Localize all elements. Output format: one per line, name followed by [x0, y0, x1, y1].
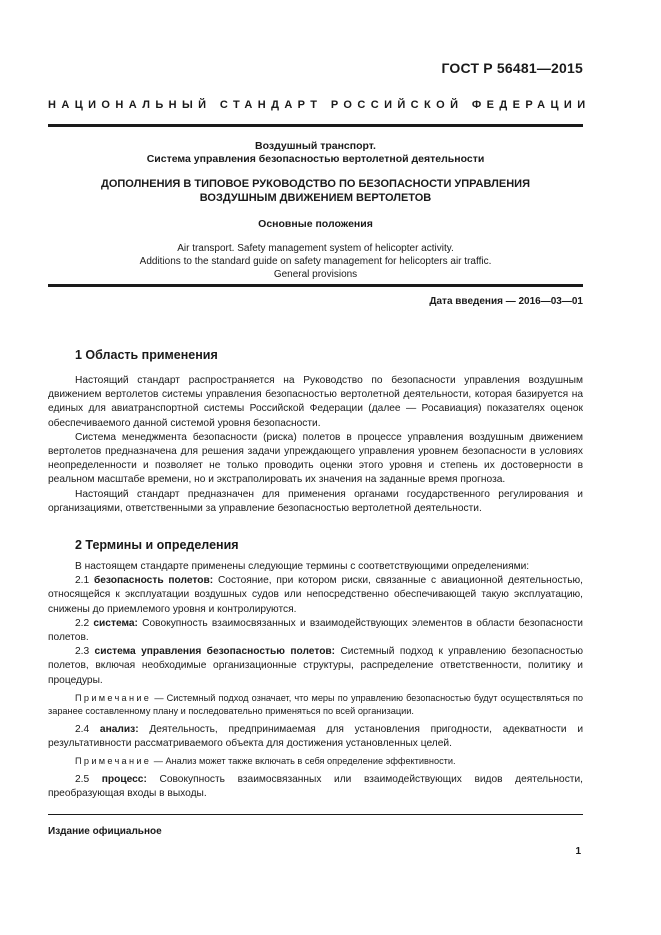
note-label: Примечание	[75, 756, 152, 767]
title-caps-line1: ДОПОЛНЕНИЯ В ТИПОВОЕ РУКОВОДСТВО ПО БЕЗОПАСНОСТИ УПРАВЛЕНИЯ	[101, 178, 530, 190]
date-of-introduction: Дата введения — 2016—03—01	[429, 296, 583, 307]
section1-heading: 1 Область применения	[75, 348, 218, 362]
term-number: 2.3	[75, 646, 95, 658]
title-subtitle: Основные положения	[258, 218, 373, 230]
term-name: процесс:	[101, 773, 147, 785]
term-name: система:	[93, 617, 138, 629]
title-english	[48, 242, 583, 281]
section2-body	[48, 560, 583, 801]
term-name: система управления безопасностью полетов:	[94, 646, 336, 658]
title-caps	[48, 178, 583, 205]
section1-paragraph3: Настоящий стандарт предназначен для применения органами государственного регулирования и организациями, ответственными за управление безопасностью вертолетной деятельности.	[48, 488, 583, 514]
term-name: безопасность полетов:	[93, 575, 214, 587]
term-definition: Системный подход к управлению безопасностью полетов, включая необходимые организационные структуры, распределение ответственности, политику и процедуры.	[48, 646, 583, 686]
term-number: 2.5	[75, 773, 102, 785]
term-name: анализ:	[99, 723, 139, 735]
term-number: 2.1	[75, 575, 94, 587]
term-definition: Деятельность, предпринимаемая для установления пригодности, адекватности и результативности рассматриваемого объекта для достижения установленных целей.	[48, 723, 584, 750]
title-russian	[48, 140, 583, 166]
section2-intro: В настоящем стандарте применены следующие термины с соответствующими определениями:	[75, 561, 530, 572]
term-2-3	[48, 645, 583, 688]
term-definition: Состояние, при котором риски, связанные с авиационной деятельностью, относящейся к эксплуатации воздушных судов или непосредственно обеспечивающей такую эксплуатацию, снижены до приемлемого уровня и контролируются.	[48, 575, 583, 615]
title-caps-line2: ВОЗДУШНЫМ ДВИЖЕНИЕМ ВЕРТОЛЕТОВ	[199, 191, 432, 204]
term-2-2	[48, 617, 583, 645]
term-number: 2.2	[75, 617, 94, 629]
title-en-line1: Air transport. Safety management system of helicopter activity.	[177, 243, 454, 254]
term-2-5	[48, 773, 583, 801]
term-definition: Совокупность взаимосвязанных или взаимодействующих видов деятельности, преобразующая входы в выходы.	[48, 773, 583, 799]
footer-rule	[48, 814, 583, 815]
gost-number: ГОСТ Р 56481—2015	[441, 60, 583, 76]
title-en-line3: General provisions	[273, 269, 358, 280]
term-2-4	[48, 723, 583, 751]
title-en-line2: Additions to the standard guide on safety management for helicopters air traffic.	[139, 256, 492, 267]
top-rule	[48, 124, 583, 127]
national-standard-heading: НАЦИОНАЛЬНЫЙ СТАНДАРТ РОССИЙСКОЙ ФЕДЕРАЦИИ	[48, 99, 591, 111]
title-line1: Воздушный транспорт.	[255, 140, 376, 152]
section2-heading: 2 Термины и определения	[75, 538, 239, 552]
section1-body	[48, 374, 583, 516]
note-label: Примечание	[75, 692, 152, 703]
section1-paragraph2: Система менеджмента безопасности (риска) полетов в процессе управления воздушным движением вертолетов предназначена для решения задачи упреждающего управления уровнем безопасности в условиях неопределенности и позволяет не только проводить оценки этого уровня и степень их достоверности в реальном масштабе времени, но и экстраполировать их значения на заданные время прогноза.	[48, 431, 583, 486]
note-text: — Системный подход означает, что меры по управлению безопасностью будут осуществляться по заранее составленному плану и последовательно применяться по всей организации.	[48, 692, 583, 717]
page-number: 1	[575, 846, 581, 857]
section1-paragraph1: Настоящий стандарт распространяется на Руководство по безопасности управления воздушным движением вертолетов системы управления безопасностью вертолетной деятельности, которая базируется на единых для авиатранспортной системы Российской Федерации (далее — Росавиация) показателях оценок обеспечиваемого данной системой уровня безопасности.	[48, 375, 583, 429]
title-line2: Система управления безопасностью вертолетной деятельности	[146, 153, 485, 165]
term-definition: Совокупность взаимосвязанных и взаимодействующих элементов в области безопасности полетов.	[48, 617, 583, 644]
note-text: — Анализ может также включать в себя определение эффективности.	[151, 756, 456, 767]
note-2	[48, 755, 583, 769]
middle-rule	[48, 284, 583, 287]
official-edition: Издание официальное	[48, 826, 162, 837]
term-number: 2.4	[75, 723, 100, 735]
term-2-1	[48, 574, 583, 617]
note-1	[48, 692, 583, 719]
